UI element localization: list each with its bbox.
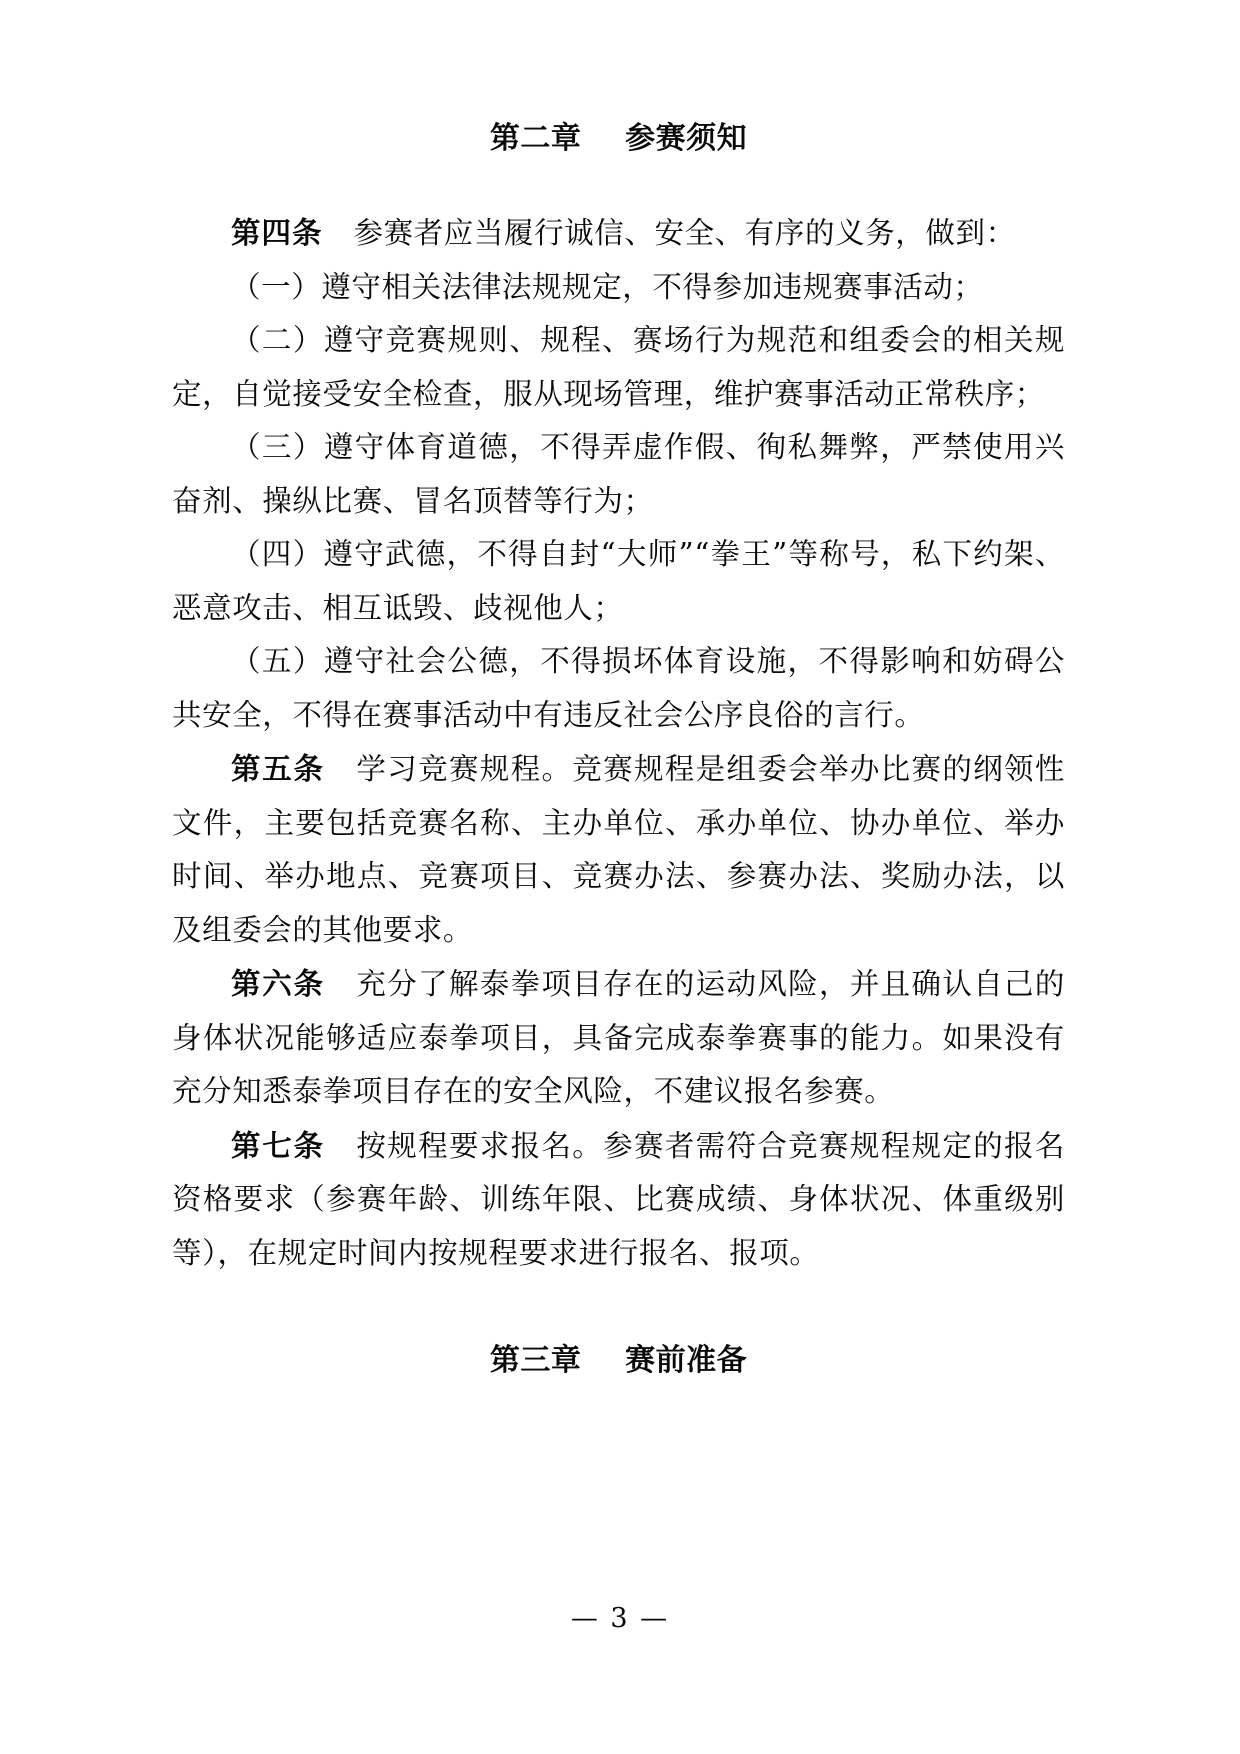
chapter-2-heading: 第二章 参赛须知 <box>489 121 748 156</box>
article-5 <box>172 742 1065 957</box>
section-spacer <box>172 1280 1065 1340</box>
article-5-label: 第五条 <box>231 751 325 786</box>
article-4-text: 参赛者应当履行诚信、安全、有序的义务，做到： <box>353 216 1016 250</box>
article-5-text: 学习竞赛规程。竞赛规程是组委会举办比赛的纲领性文件，主要包括竞赛名称、主办单位、承办单位、协办单位、举办时间、举办地点、竞赛项目、竞赛办法、参赛办法、奖励办法，以及组委会的其他要求。 <box>172 752 1065 947</box>
article-list <box>172 206 1065 1280</box>
article-4 <box>172 206 1065 261</box>
article-7 <box>172 1119 1065 1281</box>
article-4-item-4: （四）遵守武德，不得自封“大师”“拳王”等称号，私下约架、恶意攻击、相互诋毁、歧视他人； <box>172 537 1065 625</box>
article-6-label: 第六条 <box>231 966 325 1001</box>
article-6-text: 充分了解泰拳项目存在的运动风险，并且确认自己的身体状况能够适应泰拳项目，具备完成泰拳赛事的能力。如果没有充分知悉泰拳项目存在的安全风险，不建议报名参赛。 <box>172 967 1065 1108</box>
page-number: — 3 — <box>570 1603 670 1634</box>
article-7-text: 按规程要求报名。参赛者需符合竞赛规程规定的报名资格要求（参赛年龄、训练年限、比赛成绩、身体状况、体重级别等），在规定时间内按规程要求进行报名、报项。 <box>172 1128 1065 1270</box>
article-4-item-5: （五）遵守社会公德，不得损坏体育设施，不得影响和妨碍公共安全，不得在赛事活动中有违反社会公序良俗的言行。 <box>172 644 1065 732</box>
article-4-item-1: （一）遵守相关法律法规规定，不得参加违规赛事活动； <box>231 269 984 304</box>
article-7-label: 第七条 <box>231 1127 325 1163</box>
article-6 <box>172 957 1065 1119</box>
chapter-3-heading: 第三章 赛前准备 <box>489 1343 748 1378</box>
article-4-item-3: （三）遵守体育道德，不得弄虚作假、徇私舞弊，严禁使用兴奋剂、操纵比赛、冒名顶替等行为； <box>172 430 1065 518</box>
article-4-label: 第四条 <box>231 215 323 250</box>
article-4-item-2: （二）遵守竞赛规则、规程、赛场行为规范和组委会的相关规定，自觉接受安全检查，服从现场管理，维护赛事活动正常秩序； <box>172 323 1065 411</box>
